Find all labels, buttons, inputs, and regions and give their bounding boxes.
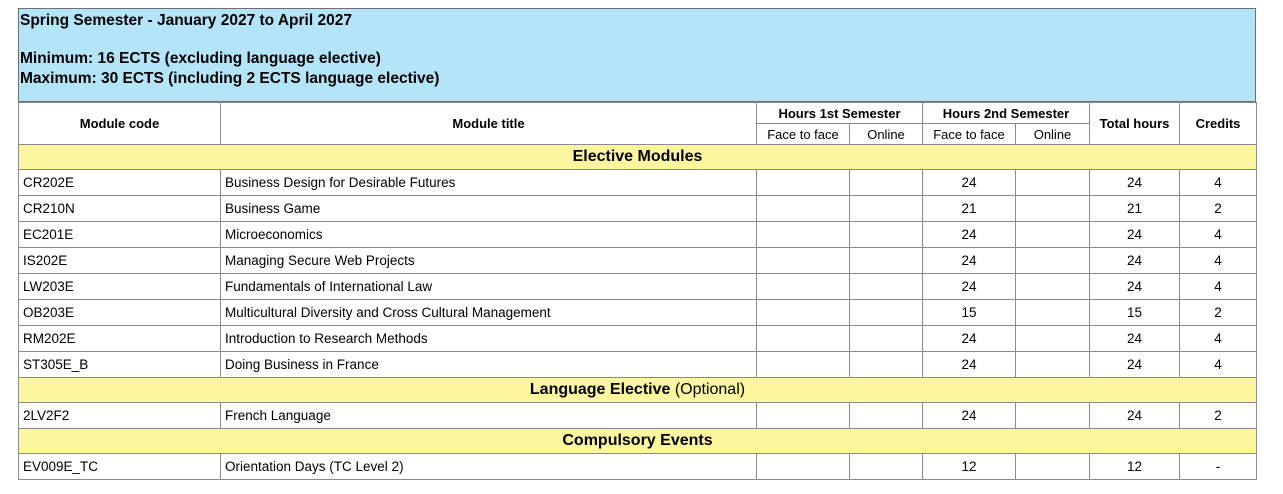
cell-total: 24 xyxy=(1090,170,1180,196)
table-row xyxy=(19,170,1257,196)
cell-s2-online xyxy=(1016,274,1090,300)
cell-s2-f2f: 24 xyxy=(923,274,1016,300)
cell-s1-online xyxy=(850,248,923,274)
cell-code: ST305E_B xyxy=(19,352,221,378)
cell-code: EV009E_TC xyxy=(19,454,221,480)
cell-credits: 4 xyxy=(1180,326,1257,352)
cell-credits: 4 xyxy=(1180,222,1257,248)
table-row xyxy=(19,403,1257,429)
col-s1-online: Online xyxy=(850,124,923,145)
cell-title: French Language xyxy=(221,403,757,429)
cell-s1-online xyxy=(850,196,923,222)
section-title: Language Elective xyxy=(529,381,671,398)
col-s1-face-to-face: Face to face xyxy=(757,124,850,145)
cell-s1-f2f xyxy=(757,326,850,352)
cell-code: CR202E xyxy=(19,170,221,196)
cell-s2-f2f: 24 xyxy=(923,170,1016,196)
section-header xyxy=(19,429,1257,454)
cell-s1-online xyxy=(850,274,923,300)
cell-title: Microeconomics xyxy=(221,222,757,248)
cell-s1-online xyxy=(850,300,923,326)
cell-s2-f2f: 24 xyxy=(923,248,1016,274)
cell-s2-online xyxy=(1016,454,1090,480)
cell-credits: 4 xyxy=(1180,248,1257,274)
col-hours-1st-semester: Hours 1st Semester xyxy=(757,103,923,124)
cell-s1-online xyxy=(850,326,923,352)
cell-code: LW203E xyxy=(19,274,221,300)
cell-title: Doing Business in France xyxy=(221,352,757,378)
cell-s1-f2f xyxy=(757,403,850,429)
cell-title: Introduction to Research Methods xyxy=(221,326,757,352)
col-module-code: Module code xyxy=(19,103,221,145)
table-row xyxy=(19,352,1257,378)
col-module-title: Module title xyxy=(221,103,757,145)
cell-credits: 2 xyxy=(1180,300,1257,326)
table-row xyxy=(19,222,1257,248)
cell-s2-online xyxy=(1016,170,1090,196)
col-s2-face-to-face: Face to face xyxy=(923,124,1016,145)
cell-s1-f2f xyxy=(757,274,850,300)
modules-table xyxy=(18,102,1257,480)
cell-code: EC201E xyxy=(19,222,221,248)
col-hours-2nd-semester: Hours 2nd Semester xyxy=(923,103,1090,124)
section-note: (Optional) xyxy=(670,381,746,398)
cell-credits: 4 xyxy=(1180,170,1257,196)
cell-s1-online xyxy=(850,170,923,196)
table-row xyxy=(19,248,1257,274)
cell-total: 24 xyxy=(1090,248,1180,274)
cell-s1-f2f xyxy=(757,170,850,196)
cell-s2-online xyxy=(1016,300,1090,326)
cell-title: Business Design for Desirable Futures xyxy=(221,170,757,196)
cell-s2-f2f: 21 xyxy=(923,196,1016,222)
cell-title: Business Game xyxy=(221,196,757,222)
cell-s1-f2f xyxy=(757,196,850,222)
semester-sheet xyxy=(18,8,1256,480)
col-s2-online: Online xyxy=(1016,124,1090,145)
section-header xyxy=(19,145,1257,170)
cell-s2-online xyxy=(1016,222,1090,248)
cell-code: RM202E xyxy=(19,326,221,352)
semester-title: Spring Semester - January 2027 to April 2027 xyxy=(20,12,352,29)
table-row xyxy=(19,196,1257,222)
cell-total: 24 xyxy=(1090,326,1180,352)
cell-s1-f2f xyxy=(757,222,850,248)
col-total-hours: Total hours xyxy=(1090,103,1180,145)
cell-title: Orientation Days (TC Level 2) xyxy=(221,454,757,480)
cell-s1-f2f xyxy=(757,248,850,274)
table-row xyxy=(19,326,1257,352)
cell-credits: - xyxy=(1180,454,1257,480)
section-title: Elective Modules xyxy=(572,148,703,165)
cell-total: 24 xyxy=(1090,222,1180,248)
cell-title: Fundamentals of International Law xyxy=(221,274,757,300)
section-header xyxy=(19,378,1257,403)
cell-title: Managing Secure Web Projects xyxy=(221,248,757,274)
cell-s2-f2f: 24 xyxy=(923,222,1016,248)
cell-total: 12 xyxy=(1090,454,1180,480)
cell-s1-online xyxy=(850,222,923,248)
cell-s1-online xyxy=(850,352,923,378)
cell-s2-f2f: 24 xyxy=(923,326,1016,352)
cell-code: CR210N xyxy=(19,196,221,222)
cell-code: IS202E xyxy=(19,248,221,274)
table-row xyxy=(19,454,1257,480)
cell-credits: 4 xyxy=(1180,352,1257,378)
cell-s1-online xyxy=(850,454,923,480)
section-title: Compulsory Events xyxy=(562,432,713,449)
cell-s2-f2f: 24 xyxy=(923,352,1016,378)
cell-s1-f2f xyxy=(757,300,850,326)
semester-header xyxy=(18,8,1256,102)
table-row xyxy=(19,300,1257,326)
cell-s2-online xyxy=(1016,352,1090,378)
cell-s1-online xyxy=(850,403,923,429)
modules-body xyxy=(19,145,1257,480)
cell-s1-f2f xyxy=(757,352,850,378)
cell-total: 15 xyxy=(1090,300,1180,326)
cell-credits: 2 xyxy=(1180,196,1257,222)
cell-s2-online xyxy=(1016,248,1090,274)
cell-s2-f2f: 24 xyxy=(923,403,1016,429)
cell-total: 24 xyxy=(1090,274,1180,300)
cell-credits: 4 xyxy=(1180,274,1257,300)
cell-credits: 2 xyxy=(1180,403,1257,429)
cell-code: OB203E xyxy=(19,300,221,326)
cell-s2-online xyxy=(1016,196,1090,222)
cell-s2-online xyxy=(1016,403,1090,429)
table-row xyxy=(19,274,1257,300)
cell-title: Multicultural Diversity and Cross Cultural Management xyxy=(221,300,757,326)
cell-total: 21 xyxy=(1090,196,1180,222)
cell-s2-f2f: 15 xyxy=(923,300,1016,326)
ects-maximum: Maximum: 30 ECTS (including 2 ECTS language elective) xyxy=(20,70,440,87)
cell-total: 24 xyxy=(1090,352,1180,378)
col-credits: Credits xyxy=(1180,103,1257,145)
cell-s1-f2f xyxy=(757,454,850,480)
cell-total: 24 xyxy=(1090,403,1180,429)
cell-s2-f2f: 12 xyxy=(923,454,1016,480)
cell-s2-online xyxy=(1016,326,1090,352)
cell-code: 2LV2F2 xyxy=(19,403,221,429)
ects-minimum: Minimum: 16 ECTS (excluding language elective) xyxy=(20,50,381,67)
